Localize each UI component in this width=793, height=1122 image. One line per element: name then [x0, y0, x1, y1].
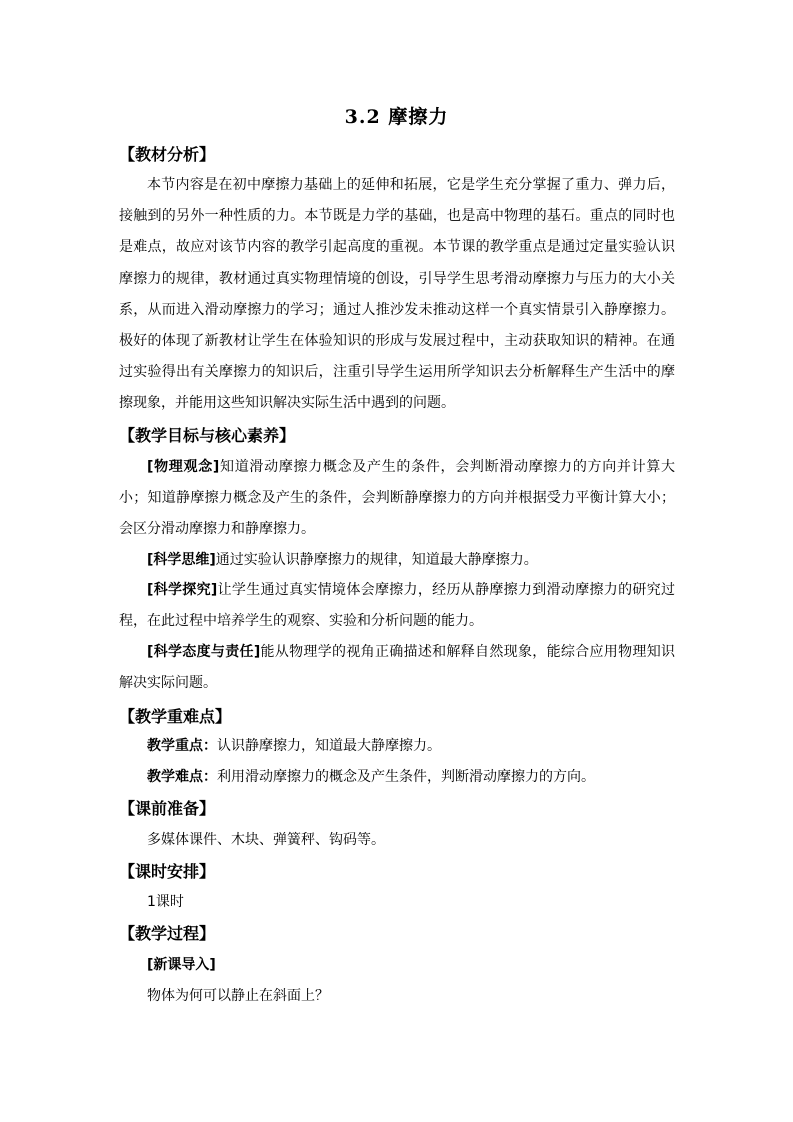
preparation-text: 多媒体课件、木块、弹簧秤、钩码等。 — [147, 832, 385, 848]
goal-text: 让学生通过真实情境体会摩擦力，经历从静摩擦力到滑动摩擦力的研究过程，在此过程中培养学生的观察、实验和分析问题的能力。 — [119, 582, 675, 630]
goal-tag: [科学态度与责任] — [147, 644, 261, 660]
goal-item-scientific-inquiry — [119, 575, 675, 637]
teaching-difficulty — [147, 762, 675, 793]
analysis-paragraph: 本节内容是在初中摩擦力基础上的延伸和拓展，它是学生充分掌握了重力、弹力后，接触到的另外一种性质的力。本节既是力学的基础，也是高中物理的基石。重点的同时也是难点，故应对该节内容的教学引起高度的重视。本节课的教学重点是通过定量实验认识摩擦力的规律，教材通过真实物理情境的创设，引导学生思考滑动摩擦力与压力的大小关系，从而进入滑动摩擦力的学习；通过人推沙发未推动这样一个真实情景引入静摩擦力。极好的体现了新教材让学生在体验知识的形成与发展过程中，主动获取知识的精神。在通过实验得出有关摩擦力的知识后，注重引导学生运用所学知识去分析解释生产生活中的摩擦现象，并能用这些知识解决实际生活中遇到的问题。 — [119, 177, 675, 412]
new-lesson-intro-tag: [新课导入] — [147, 957, 216, 973]
section-heading-key-points: 【教学重难点】 — [119, 707, 232, 726]
goal-text: 通过实验认识静摩擦力的规律，知道最大静摩擦力。 — [215, 552, 538, 568]
goal-tag: [科学探究] — [147, 582, 218, 598]
difficulty-text: 利用滑动摩擦力的概念及产生条件，判断滑动摩擦力的方向。 — [217, 769, 595, 785]
section-heading-process: 【教学过程】 — [119, 924, 216, 943]
section-heading-analysis: 【教材分析】 — [119, 145, 216, 164]
teaching-focus — [147, 731, 675, 762]
goal-text: 能从物理学的视角正确描述和解释自然现象，能综合应用物理知识解决实际问题。 — [119, 644, 675, 692]
difficulty-label: 教学难点： — [147, 769, 217, 785]
section-heading-schedule: 【课时安排】 — [119, 862, 216, 881]
goal-text: 知道滑动摩擦力概念及产生的条件，会判断滑动摩擦力的方向并计算大小；知道静摩擦力概念及产生的条件，会判断静摩擦力的方向并根据受力平衡计算大小；会区分滑动摩擦力和静摩擦力。 — [119, 459, 676, 538]
focus-label: 教学重点： — [147, 738, 217, 754]
schedule-text: 1课时 — [147, 894, 184, 910]
focus-text: 认识静摩擦力，知道最大静摩擦力。 — [217, 738, 441, 754]
goal-tag: [物理观念] — [147, 459, 220, 475]
goal-item-scientific-thinking — [119, 545, 675, 576]
section-heading-goals: 【教学目标与核心素养】 — [119, 426, 296, 445]
lesson-title: 3.2 摩擦力 — [344, 106, 449, 128]
goal-tag: [科学思维] — [147, 552, 216, 568]
section-heading-preparation: 【课前准备】 — [119, 799, 216, 818]
intro-question: 物体为何可以静止在斜面上？ — [147, 988, 329, 1004]
goal-item-physics-concept — [119, 452, 675, 546]
goal-item-attitude-responsibility — [119, 637, 675, 699]
